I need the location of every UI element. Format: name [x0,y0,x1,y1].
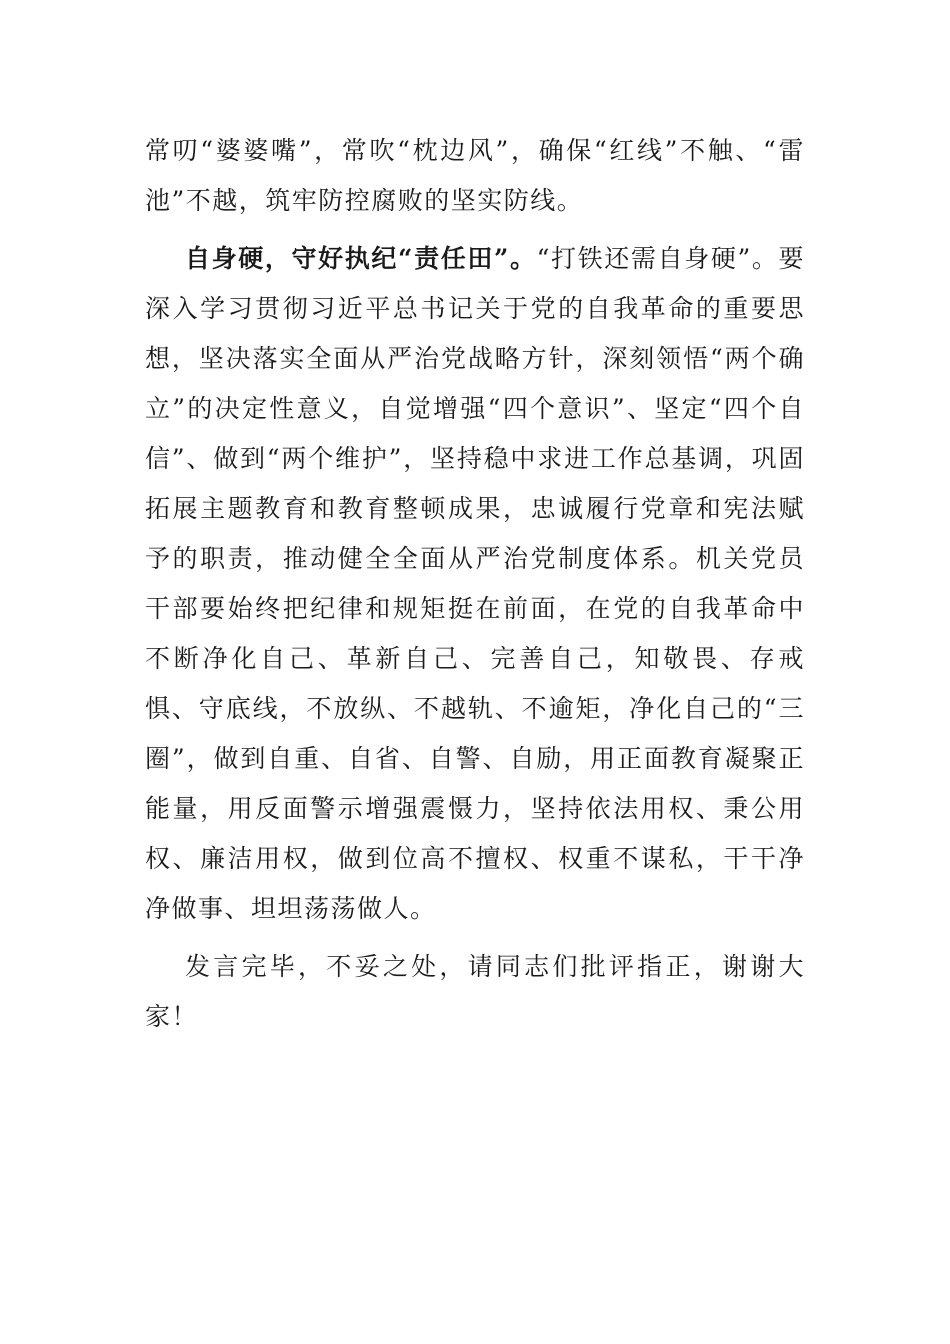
paragraph-heading: 自身硬，守好执纪“责任田”。 [185,244,537,273]
paragraph-body-text: “打铁还需自身硬”。要深入学习贯彻习近平总书记关于党的自我革命的重要思想，坚决落实全面从严治党战略方针，深刻领悟“两个确立”的决定性意义，自觉增强“四个意识”、坚定“四个自信”、做到“两个维护”，坚持稳中求进工作总基调，巩固拓展主题教育和教育整顿成果，忠诚履行党章和宪法赋予的职责，推动健全全面从严治党制度体系。机关党员干部要始终把纪律和规矩挺在前面，在党的自我革命中不断净化自己、革新自己、完善自己，知敬畏、存戒惧、守底线，不放纵、不越轨、不逾矩，净化自己的“三圈”，做到自重、自省、自警、自励，用正面教育凝聚正能量，用反面警示增强震慑力，坚持依法用权、秉公用权、廉洁用权，做到位高不擅权、权重不谋私，干干净净做事、坦坦荡荡做人。 [145,244,806,923]
paragraph-self-discipline [145,234,805,934]
document-body [145,126,805,1050]
paragraph-continuation: 常叨“婆婆嘴”，常吹“枕边风”，确保“红线”不触、“雷池”不越，筑牢防控腐败的坚实防线。 [145,136,805,215]
closing-remark: 发言完毕，不妥之处，请同志们批评指正，谢谢大家！ [145,952,805,1031]
